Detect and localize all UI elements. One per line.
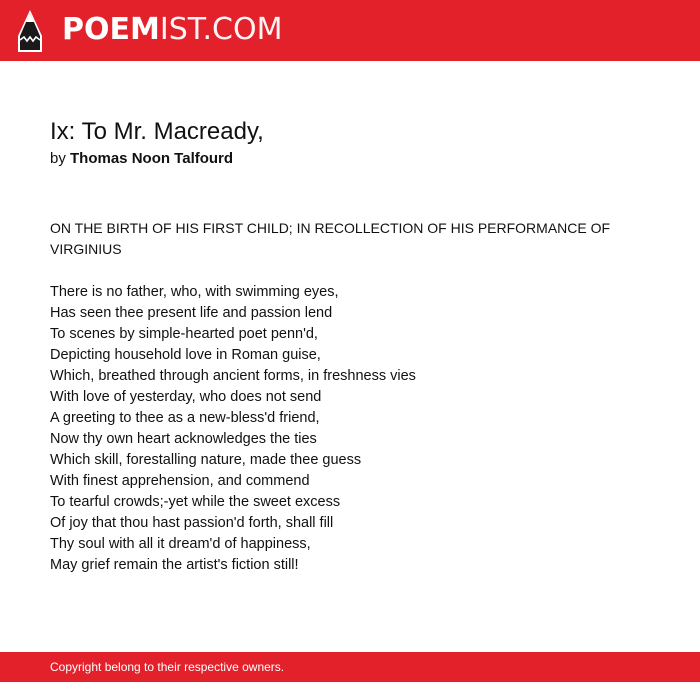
poem-line: To tearful crowds;-yet while the sweet excess (50, 494, 341, 510)
poem-body (50, 282, 650, 576)
by-label: by (50, 150, 66, 167)
pencil-icon[interactable] (18, 10, 42, 52)
poem-line: Has seen thee present life and passion lend (50, 305, 333, 321)
logo-light-text: IST.COM (159, 12, 283, 47)
poem-line: To scenes by simple-hearted poet penn'd, (50, 326, 318, 342)
poem-line: A greeting to thee as a new-bless'd friend, (50, 410, 320, 426)
poem-line: Which skill, forestalling nature, made thee guess (50, 452, 362, 468)
poem-line: With love of yesterday, who does not send (50, 389, 322, 405)
copyright-text: Copyright belong to their respective owners. (50, 660, 285, 674)
poem-line: Which, breathed through ancient forms, in freshness vies (50, 368, 416, 384)
site-footer (0, 652, 700, 682)
poem-line: Depicting household love in Roman guise, (50, 347, 321, 363)
site-logo[interactable] (62, 11, 282, 49)
byline (50, 148, 233, 170)
poem-line: Now thy own heart acknowledges the ties (50, 431, 317, 447)
poem-line: There is no father, who, with swimming eyes, (50, 284, 339, 300)
site-header (0, 0, 700, 61)
author-name: Thomas Noon Talfourd (70, 150, 234, 167)
poem-line: With finest apprehension, and commend (50, 473, 310, 489)
logo-bold-text: POEM (62, 12, 160, 47)
poem-line: May grief remain the artist's fiction still! (50, 557, 299, 573)
poem-line: Of joy that thou hast passion'd forth, shall fill (50, 515, 334, 531)
poem-title: Ix: To Mr. Macready, (50, 118, 264, 145)
poem-subtitle: ON THE BIRTH OF HIS FIRST CHILD; IN RECOLLECTION OF HIS PERFORMANCE OF VIRGINIUS (50, 220, 611, 257)
poem-line: Thy soul with all it dream'd of happiness, (50, 536, 311, 552)
